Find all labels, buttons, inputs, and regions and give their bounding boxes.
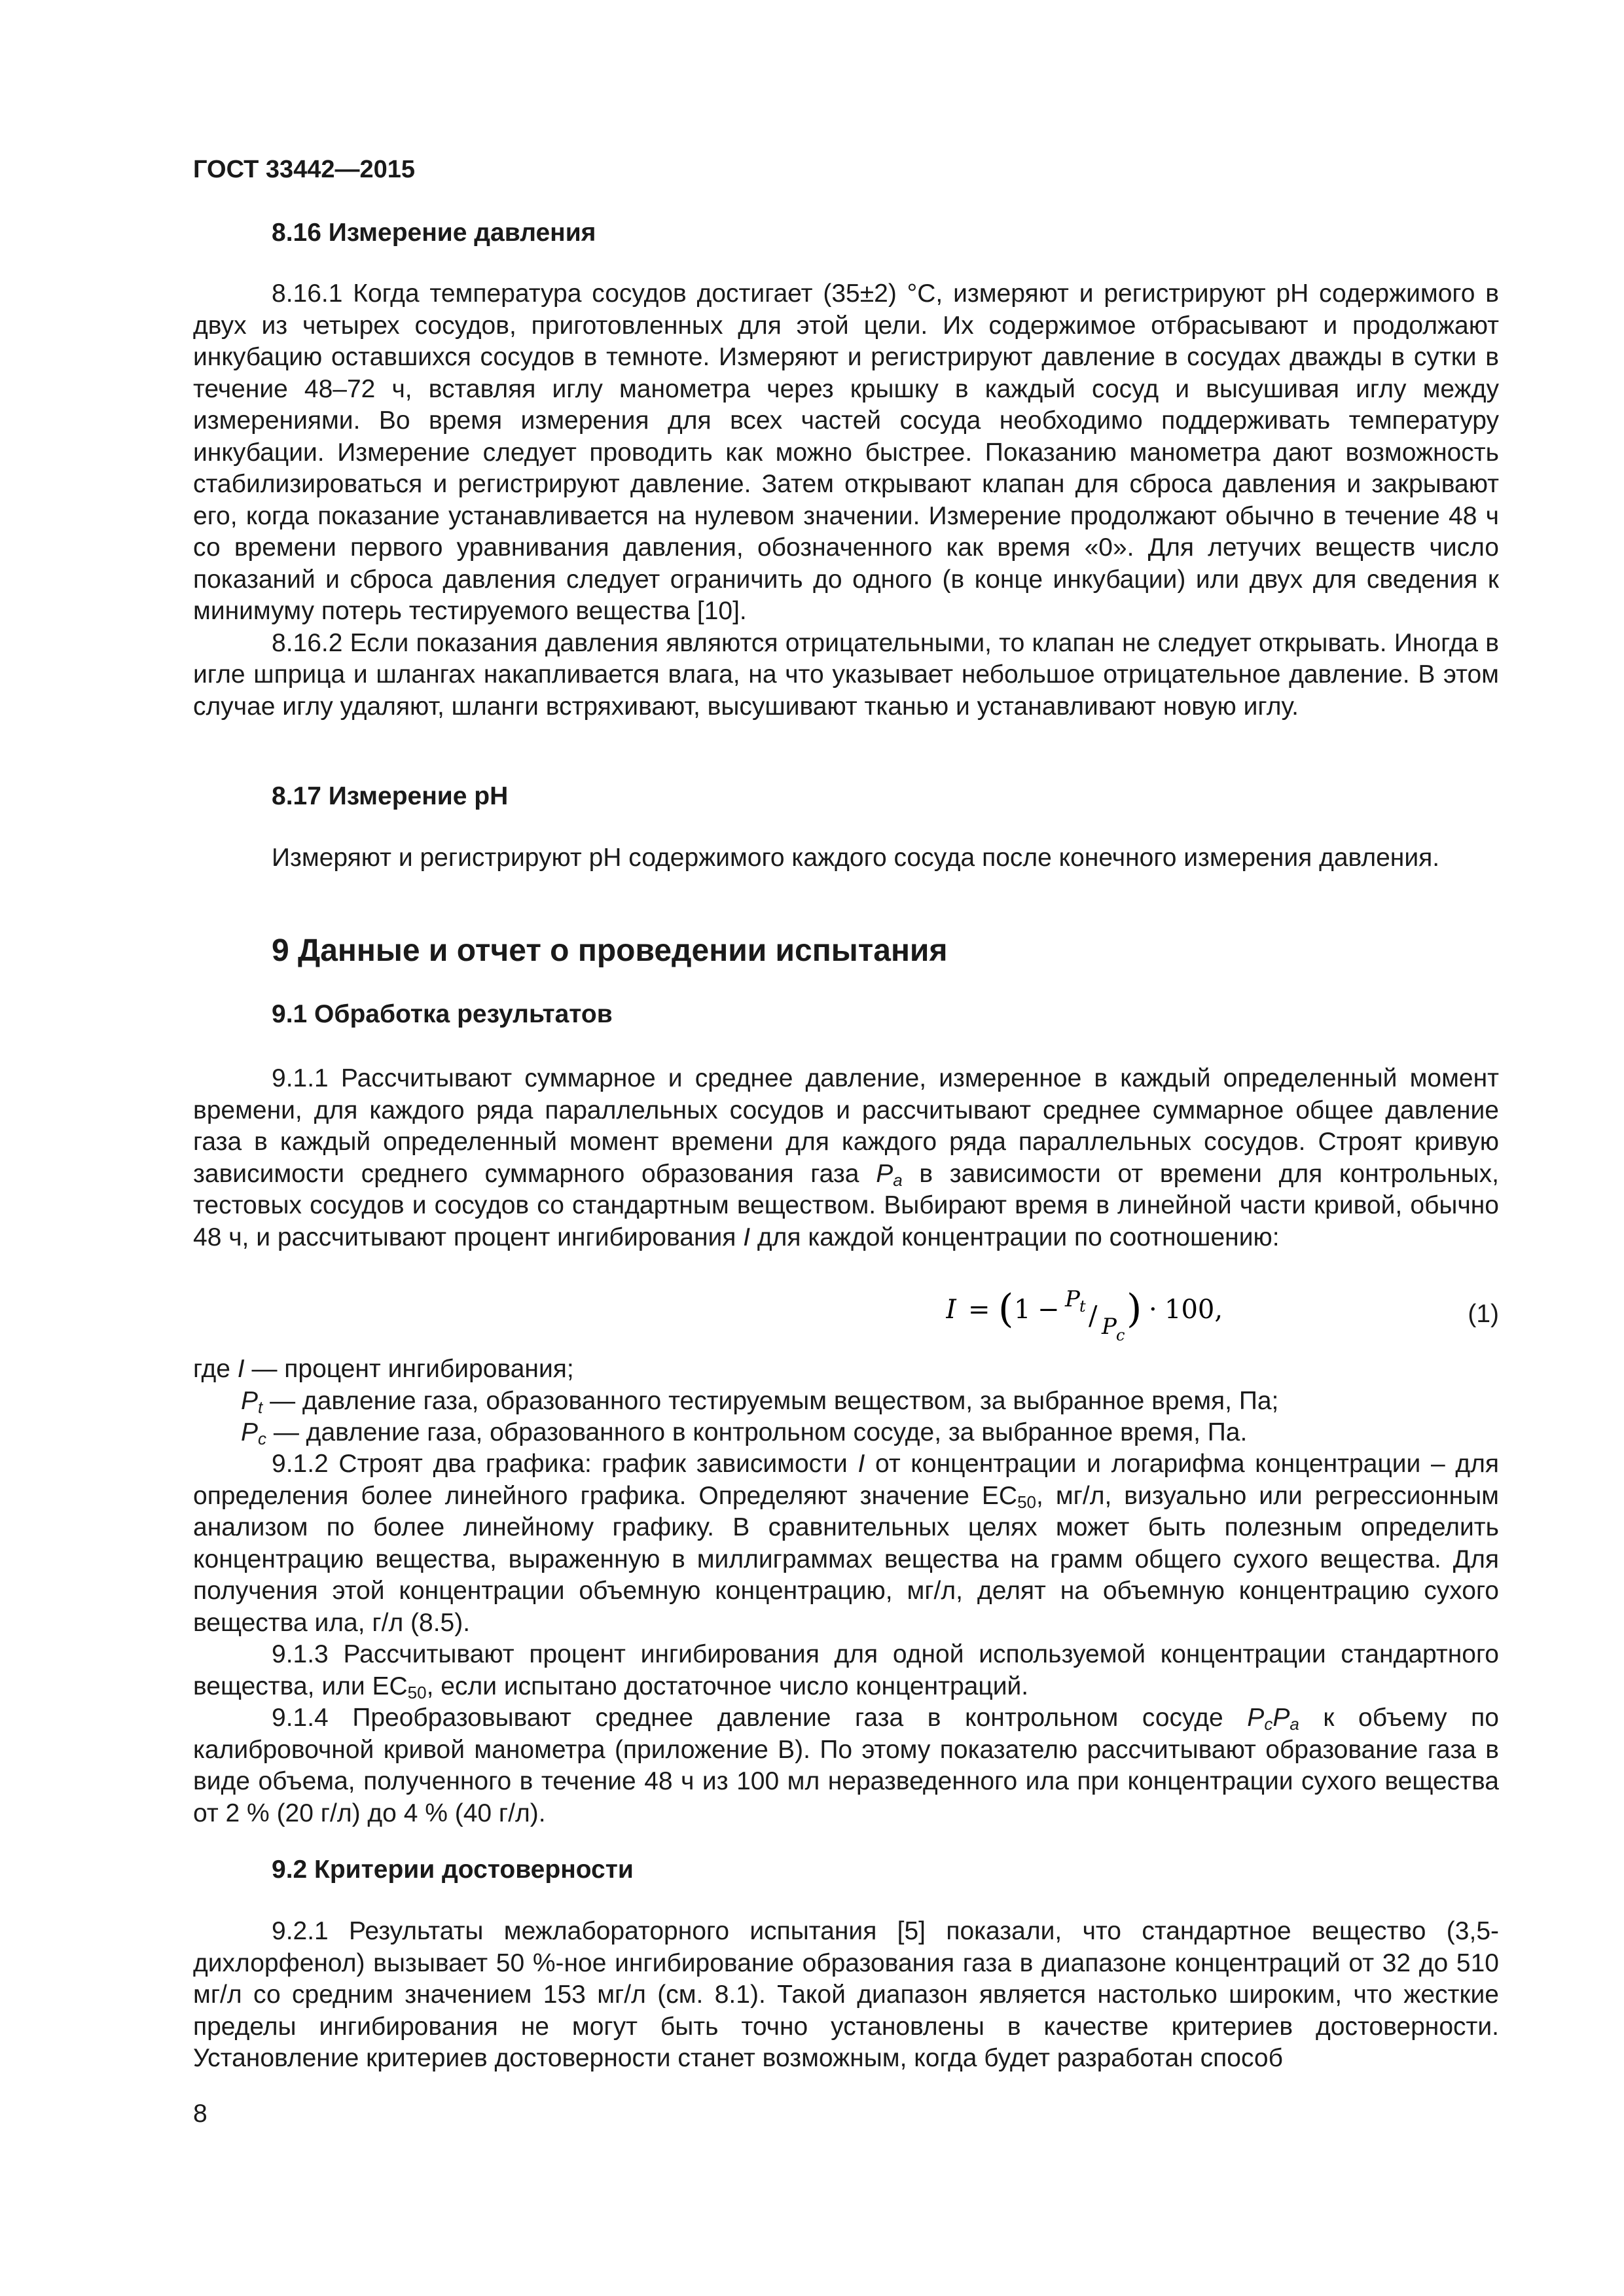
section-heading-9-2: 9.2 Критерии достоверности	[272, 1856, 634, 1884]
paragraph-8-16-1: 8.16.1 Когда температура сосудов достигает (35±2) °С, измеряют и регистрируют pH содержимого в двух из четырех сосудов, приготовленных для этой цели. Их содержимое отбрасывают и продолжают инкубацию оставшихся сосудов в темноте. Измеряют и регистрируют давление в сосудах дважды в сутки в течение 48–72 ч, вставляя иглу манометра через крышку в каждый сосуд и высушивая иглу между измерениями. Во время измерения для всех частей сосуда необходимо поддерживать температуру инкубации. Измерение следует проводить как можно быстрее. Показанию манометра дают возможность стабилизироваться и регистрируют давление. Затем открывают клапан для сброса давления и закрывают его, когда показание устанавливается на нулевом значении. Измерение продолжают обычно в течение 48 ч со времени первого уравнивания давления, обозначенного как время «0». Для летучих веществ число показаний и сброса давления следует ограничить до одного (в конце инкубации) или двух для сведения к минимуму потерь тестируемого вещества [10].	[193, 279, 1499, 625]
section-heading-9: 9 Данные и отчет о проведении испытания	[272, 933, 948, 968]
svg-text:P: P	[1102, 1314, 1117, 1340]
svg-text:100,: 100,	[1164, 1295, 1221, 1325]
paragraph-9-2-1: 9.2.1 Результаты межлабораторного испытания [5] показали, что стандартное вещество (3,5-дихлорфенол) вызывает 50 %-ное ингибирование образования газа в диапазоне концентраций от 32 до 510 мг/л со средним значением 153 мг/л (см. 8.1). Такой диапазон является настолько широким, что жесткие пределы ингибирования не могут быть точно установлены в качестве критериев достоверности. Установление критериев достоверности станет возможным, когда будет разработан способ	[193, 1917, 1499, 2072]
paragraph-9-1-3: 9.1.3 Рассчитывают процент ингибирования для одной используемой концентрации стандартного вещества, или $EC_{50}$, если испытано достаточное число концентраций.	[193, 1640, 1499, 1702]
page-number: 8	[193, 2100, 208, 2128]
svg-text:c: c	[1116, 1326, 1125, 1344]
svg-text:−: −	[1038, 1295, 1060, 1325]
paragraph-9-1-4: 9.1.4 Преобразовывают среднее давление газа в контрольном сосуде $P_cP_a$ к объему по калибровочной кривой манометра (приложение В). По этому показателю рассчитывают образование газа в виде объема, полученного в течение 48 ч из 100 мл неразведенного ила при концентрации сухого вещества от 2 % (20 г/л) до 4 % (40 г/л).	[193, 1704, 1499, 1827]
section-9-1-2-to-4-body	[193, 1448, 1499, 1829]
svg-text:=: =	[968, 1295, 990, 1325]
paragraph-8-17: Измеряют и регистрируют pH содержимого каждого сосуда после конечного измерения давления.	[272, 844, 1440, 872]
section-9-2-body	[193, 1916, 1499, 2075]
standard-header: ГОСТ 33442—2015	[193, 156, 416, 183]
svg-text:P: P	[1065, 1286, 1080, 1312]
svg-text:1: 1	[1014, 1295, 1031, 1325]
formula-definitions	[193, 1354, 1499, 1449]
svg-text:I: I	[946, 1295, 956, 1325]
section-8-16-body	[193, 278, 1499, 723]
svg-text:·: ·	[1149, 1295, 1157, 1325]
definition-Pc: $P_c$ — давление газа, образованного в контрольном сосуде, за выбранное время, Па.	[241, 1418, 1248, 1448]
formula-expression	[946, 1282, 1221, 1354]
svg-text:/: /	[1089, 1301, 1098, 1331]
section-heading-8-16: 8.16 Измерение давления	[272, 219, 596, 247]
svg-text:): )	[1127, 1286, 1142, 1332]
section-heading-8-17: 8.17 Измерение pH	[272, 782, 509, 810]
svg-text:t: t	[1079, 1297, 1086, 1316]
section-9-1-1-body	[193, 1063, 1499, 1253]
paragraph-9-1-1: 9.1.1 Рассчитывают суммарное и среднее давление, измеренное в каждый определенный момент времени, для каждого ряда параллельных сосудов и рассчитывают среднее суммарное общее давление газа в каждый определенный момент времени для каждого ряда параллельных сосудов. Строят кривую зависимости среднего суммарного образования газа $P_a$ в зависимости от времени для контрольных, тестовых сосудов и сосудов со стандартным веществом. Выбирают время в линейной части кривой, обычно 48 ч, и рассчитывают процент ингибирования I для каждой концентрации по соотношению:	[193, 1064, 1499, 1251]
definition-Pt: $P_t$ — давление газа, образованного тестируемым веществом, за выбранное время, Па;	[241, 1386, 1279, 1417]
paragraph-8-16-2: 8.16.2 Если показания давления являются отрицательными, то клапан не следует открывать. Иногда в игле шприца и шлангах накапливается влага, на что указывает небольшое отрицательное давление. В этом случае иглу удаляют, шланги встряхивают, высушивают тканью и устанавливают новую иглу.	[193, 628, 1499, 721]
svg-text:(: (	[998, 1286, 1014, 1332]
paragraph-9-1-2: 9.1.2 Строят два графика: график зависимости I от концентрации и логарифма концентрации – для определения более линейного графика. Определяют значение $EC_{50}$, мг/л, визуально или регрессионным анализом по более линейному графику. В сравнительных целях может быть полезным определить концентрацию вещества, выраженную в миллиграммах вещества на грамм общего сухого вещества. Для получения этой концентрации объемную концентрацию, мг/л, делят на объемную концентрацию сухого вещества ила, г/л (8.5).	[193, 1450, 1499, 1637]
definition-I: где I — процент ингибирования;	[193, 1355, 574, 1383]
formula-1	[193, 1282, 1499, 1354]
formula-svg	[946, 1282, 1221, 1354]
section-heading-9-1: 9.1 Обработка результатов	[272, 1000, 613, 1028]
section-8-17-body	[193, 842, 1499, 874]
formula-number: (1)	[1468, 1300, 1499, 1328]
